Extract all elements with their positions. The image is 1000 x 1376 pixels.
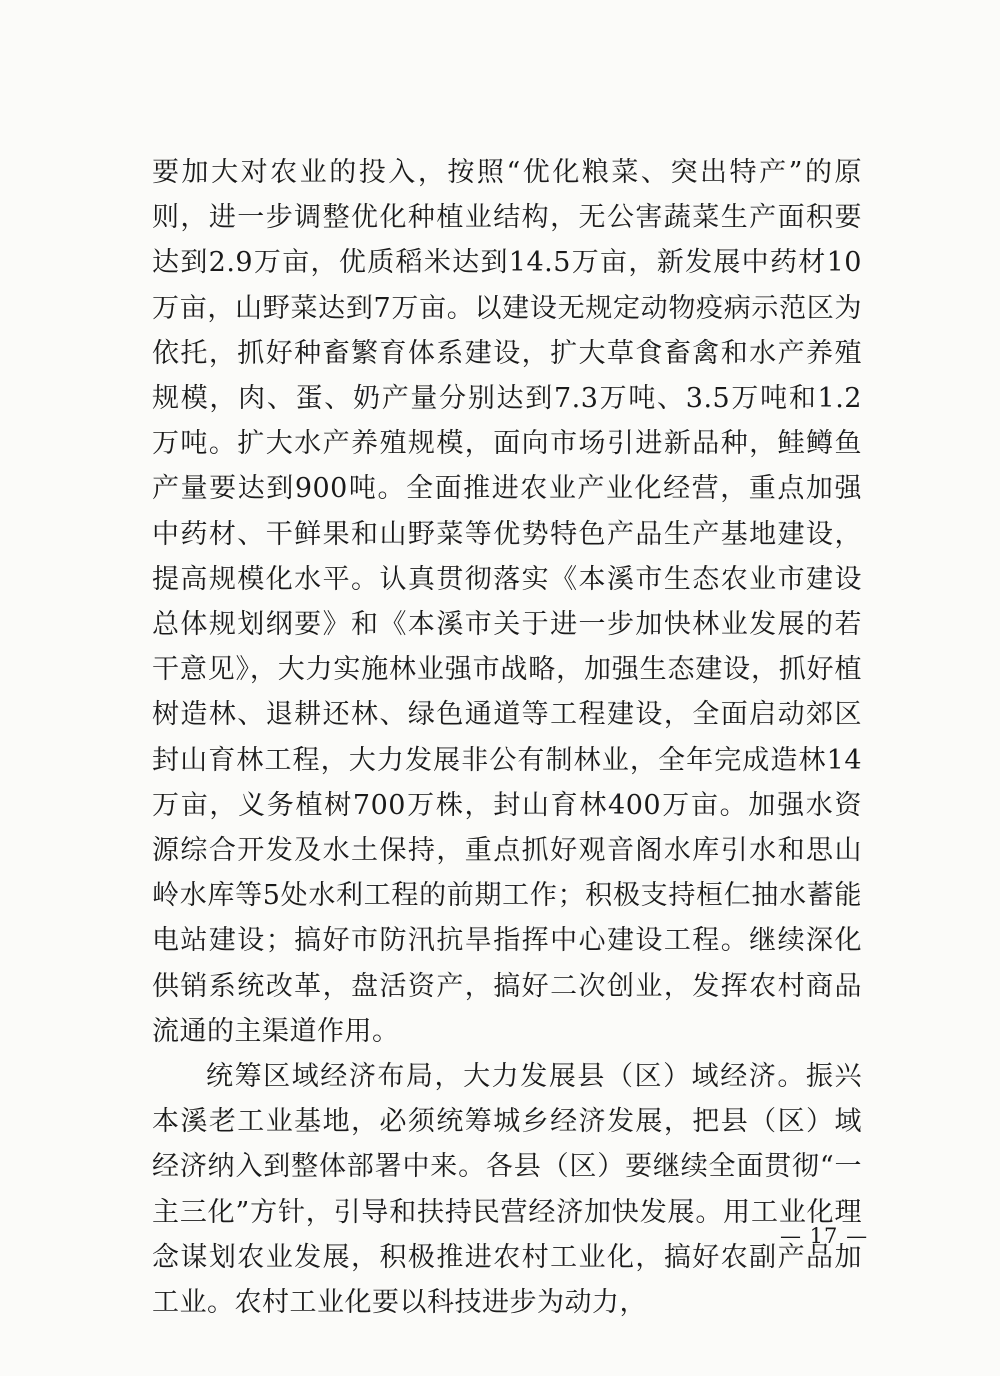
body-text xyxy=(152,150,862,1325)
paragraph-2: 统筹区域经济布局，大力发展县（区）域经济。振兴本溪老工业基地，必须统筹城乡经济发展，把县（区）域经济纳入到整体部署中来。各县（区）要继续全面贯彻“一主三化”方针，引导和扶持民营经济加快发展。用工业化理念谋划农业发展，积极推进农村工业化，搞好农副产品加工业。农村工业化要以科技进步为动力， xyxy=(152,1061,862,1319)
paragraph-1: 要加大对农业的投入，按照“优化粮菜、突出特产”的原则，进一步调整优化种植业结构，无公害蔬菜生产面积要达到2.9万亩，优质稻米达到14.5万亩，新发展中药材10万亩，山野菜达到7万亩。以建设无规定动物疫病示范区为依托，抓好种畜繁育体系建设，扩大草食畜禽和水产养殖规模，肉、蛋、奶产量分别达到7.3万吨、3.5万吨和1.2万吨。扩大水产养殖规模，面向市场引进新品种，鲑鳟鱼产量要达到900吨。全面推进农业产业化经营，重点加强中药材、干鲜果和山野菜等优势特色产品生产基地建设，提高规模化水平。认真贯彻落实《本溪市生态农业市建设总体规划纲要》和《本溪市关于进一步加快林业发展的若干意见》，大力实施林业强市战略，加强生态建设，抓好植树造林、退耕还林、绿色通道等工程建设，全面启动郊区封山育林工程，大力发展非公有制林业，全年完成造林14万亩，义务植树700万株，封山育林400万亩。加强水资源综合开发及水土保持，重点抓好观音阁水库引水和思山岭水库等5处水利工程的前期工作；积极支持桓仁抽水蓄能电站建设；搞好市防汛抗旱指挥中心建设工程。继续深化供销系统改革，盘活资产，搞好二次创业，发挥农村商品流通的主渠道作用。 xyxy=(152,157,862,1047)
page-number: — 17 — xyxy=(780,1224,869,1248)
